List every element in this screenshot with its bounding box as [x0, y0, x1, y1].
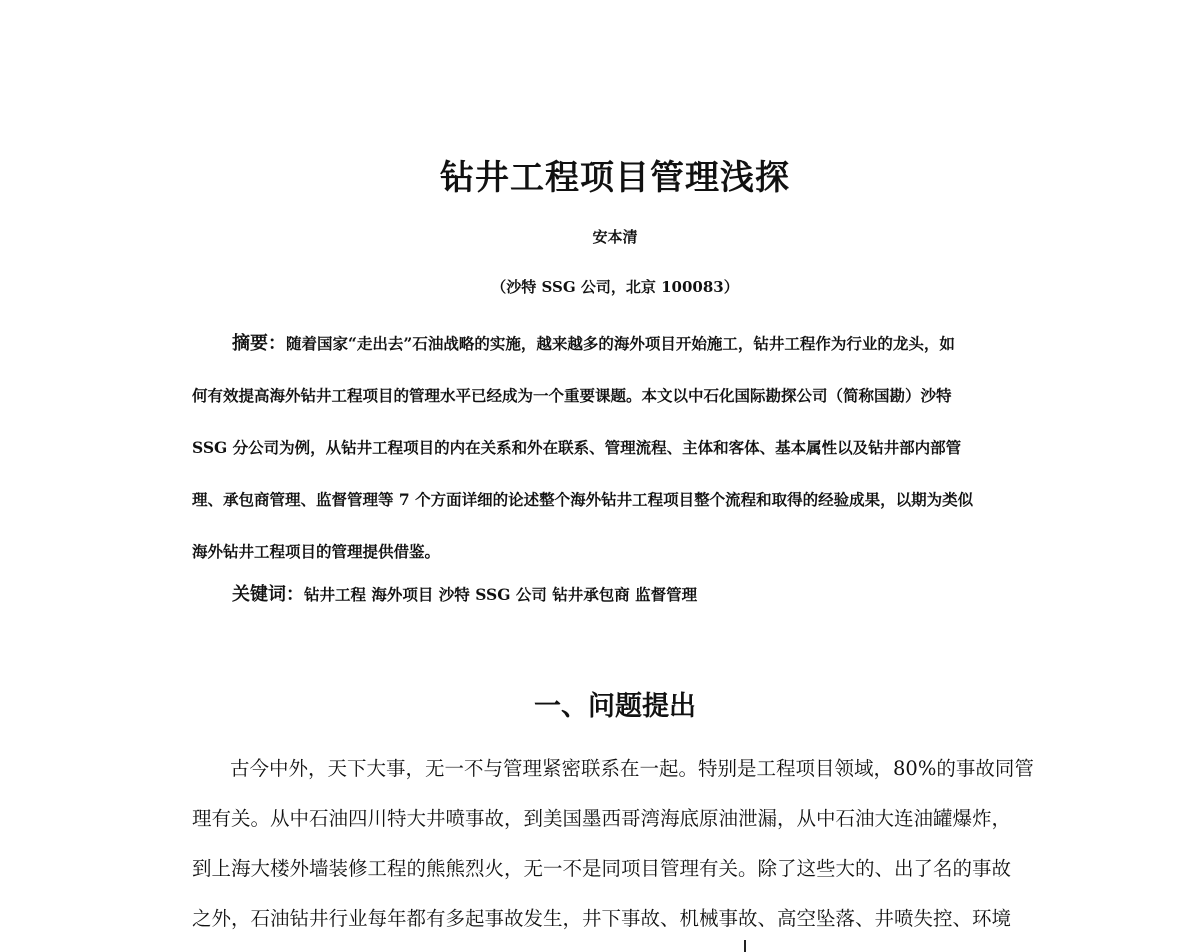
abstract-line: 理、承包商管理、监督管理等 7 个方面详细的论述整个海外钻井工程项目整个流程和取得的经验成果，以期为类似 [192, 490, 974, 509]
body-line: 到上海大楼外墙装修工程的熊熊烈火，无一不是同项目管理有关。除了这些大的、出了名的事故 [192, 857, 1012, 880]
abstract-text: 随着国家“走出去”石油战略的实施，越来越多的海外项目开始施工，钻井工程作为行业的龙头，如 [286, 334, 955, 353]
section-heading: 一、问题提出 [534, 691, 696, 722]
keywords-label: 关键词： [232, 584, 304, 605]
abstract-line: 何有效提高海外钻井工程项目的管理水平已经成为一个重要课题。本文以中石化国际勘探公司（简称国勘）沙特 [192, 386, 952, 405]
abstract-label: 摘要： [232, 333, 286, 354]
body-line: 理有关。从中石油四川特大井喷事故，到美国墨西哥湾海底原油泄漏，从中石油大连油罐爆炸， [192, 807, 1012, 830]
body-line: 古今中外，天下大事，无一不与管理紧密联系在一起。特别是工程项目领域，80%的事故同管 [230, 757, 1034, 780]
author-name: 安本清 [592, 228, 638, 246]
abstract-line: 海外钻井工程项目的管理提供借鉴。 [192, 542, 441, 561]
scan-artifact-mark [744, 940, 746, 952]
abstract-line [192, 318, 1034, 370]
paper-title: 钻井工程项目管理浅探 [440, 158, 790, 198]
keywords-text: 钻井工程 海外项目 沙特 SSG 公司 钻井承包商 监督管理 [304, 585, 698, 604]
author-affiliation: （沙特 SSG 公司，北京 100083） [491, 278, 739, 296]
body-line: 之外，石油钻井行业每年都有多起事故发生，井下事故、机械事故、高空坠落、井喷失控、环境 [192, 907, 1012, 930]
abstract-line: SSG 分公司为例，从钻井工程项目的内在关系和外在联系、管理流程、主体和客体、基本属性以及钻井部内部管 [192, 438, 962, 457]
section-body [192, 744, 1034, 944]
abstract-block [192, 318, 1034, 578]
keywords-line [232, 580, 697, 606]
